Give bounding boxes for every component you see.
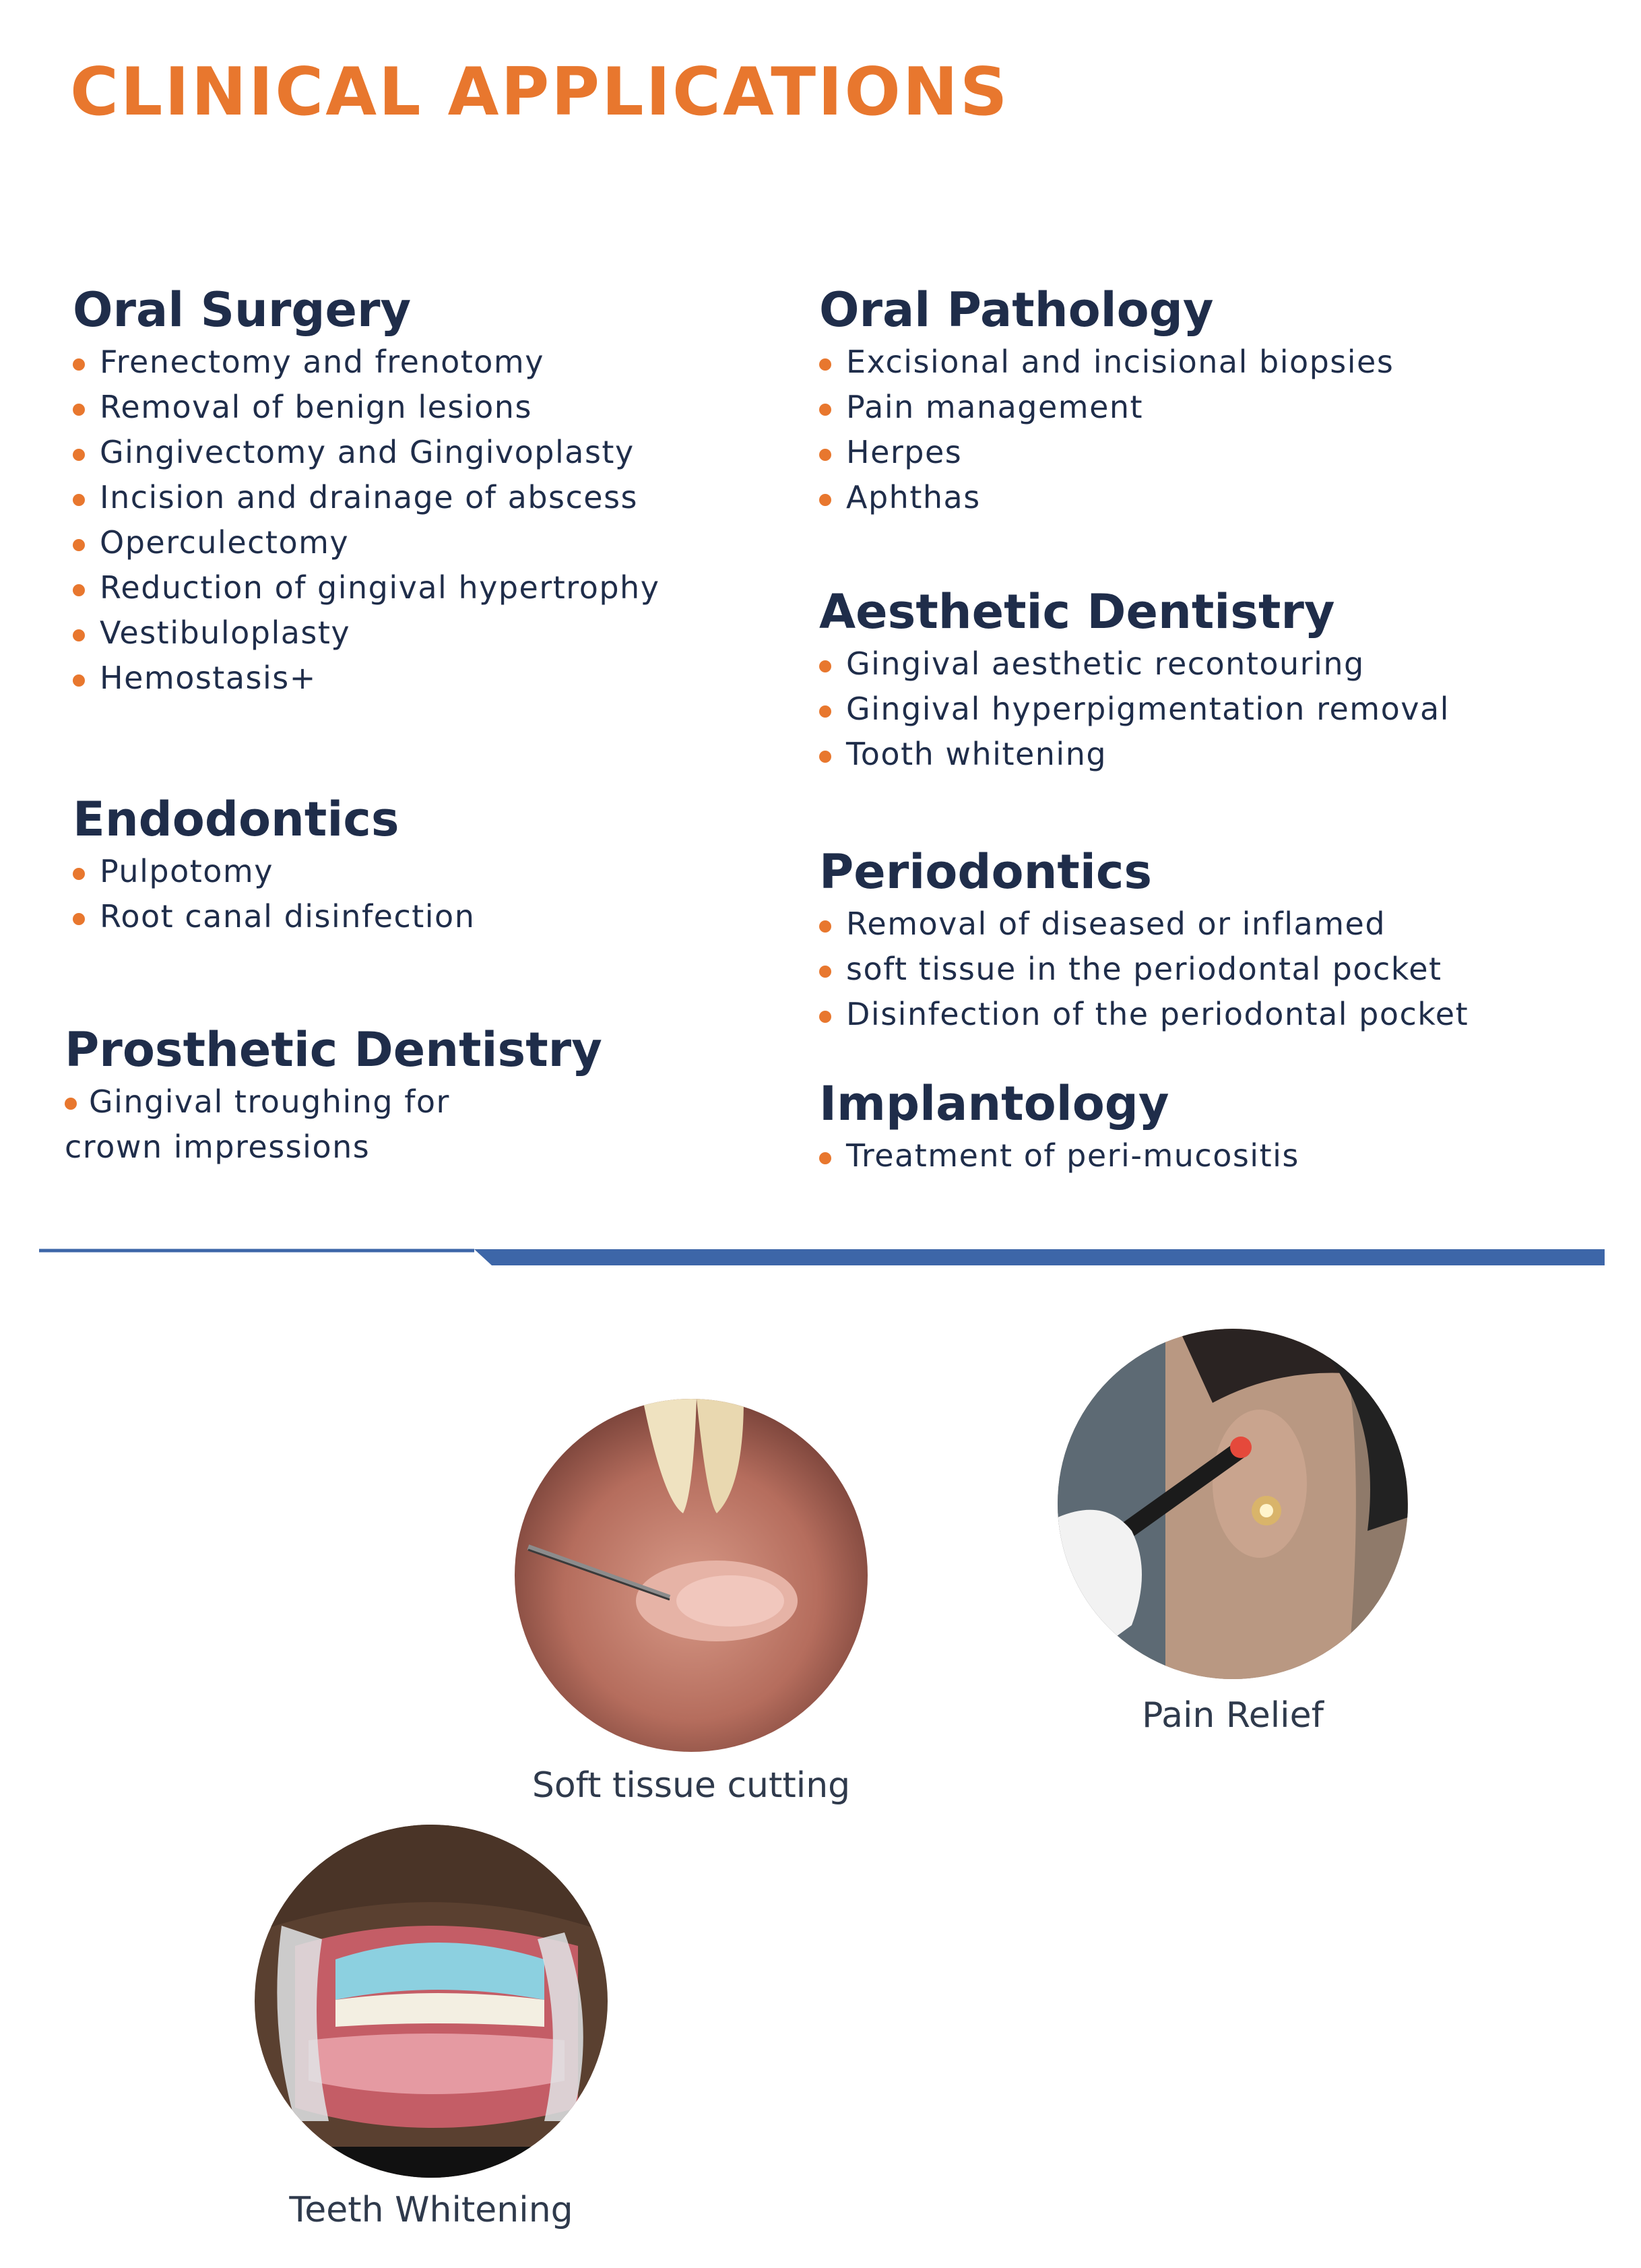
bullet-icon bbox=[819, 751, 831, 763]
list-item: Gingivectomy and Gingivoplasty bbox=[73, 430, 659, 475]
bullet-icon bbox=[73, 404, 85, 416]
list-item: Root canal disinfection bbox=[73, 894, 475, 939]
list-item: soft tissue in the periodontal pocket bbox=[819, 947, 1469, 992]
pain-relief-photo bbox=[1058, 1329, 1408, 1679]
bullet-icon bbox=[73, 674, 85, 687]
list-item: Hemostasis+ bbox=[73, 656, 659, 701]
section-title: Implantology bbox=[819, 1076, 1169, 1131]
section-endodontics bbox=[73, 792, 476, 939]
bullet-icon bbox=[73, 539, 85, 551]
bullet-icon bbox=[65, 1098, 77, 1110]
item-list bbox=[819, 1133, 1299, 1178]
list-item: Operculectomy bbox=[73, 520, 659, 565]
item-list bbox=[73, 849, 475, 939]
list-item: Incision and drainage of abscess bbox=[73, 475, 659, 520]
list-item: Removal of benign lesions bbox=[73, 385, 659, 430]
bullet-icon bbox=[73, 449, 85, 461]
soft-tissue-cutting-photo bbox=[515, 1399, 868, 1752]
list-item: Pain management bbox=[819, 385, 1394, 430]
section-implantology bbox=[819, 1076, 1299, 1178]
photo-caption: Soft tissue cutting bbox=[532, 1765, 851, 1806]
list-item: Tooth whitening bbox=[819, 732, 1450, 777]
bullet-icon bbox=[819, 920, 831, 933]
section-oral-surgery bbox=[73, 282, 660, 701]
section-prosthetic-dentistry bbox=[65, 1022, 602, 1170]
section-title: Endodontics bbox=[73, 792, 399, 847]
bullet-icon bbox=[819, 966, 831, 978]
item-list bbox=[65, 1079, 602, 1170]
item-list bbox=[819, 340, 1394, 520]
list-item: Disinfection of the periodontal pocket bbox=[819, 992, 1469, 1037]
section-title: Oral Pathology bbox=[819, 282, 1214, 338]
list-item: Aphthas bbox=[819, 475, 1394, 520]
list-item: Reduction of gingival hypertrophy bbox=[73, 565, 659, 610]
item-list bbox=[819, 902, 1469, 1037]
section-title: Periodontics bbox=[819, 844, 1153, 900]
bullet-icon bbox=[73, 358, 85, 371]
bullet-icon bbox=[819, 494, 831, 506]
list-item: Pulpotomy bbox=[73, 849, 475, 894]
section-title: Oral Surgery bbox=[73, 282, 412, 338]
list-item: Excisional and incisional biopsies bbox=[819, 340, 1394, 385]
bullet-icon bbox=[819, 449, 831, 461]
photo-caption: Teeth Whitening bbox=[289, 2190, 573, 2230]
section-aesthetic-dentistry bbox=[819, 584, 1450, 777]
bullet-icon bbox=[73, 584, 85, 596]
section-title: Prosthetic Dentistry bbox=[65, 1022, 602, 1077]
bullet-icon bbox=[73, 629, 85, 641]
list-item: Treatment of peri-mucositis bbox=[819, 1133, 1299, 1178]
bullet-icon bbox=[819, 705, 831, 718]
page-title: CLINICAL APPLICATIONS bbox=[70, 54, 1010, 131]
item-list bbox=[73, 340, 659, 701]
bullet-icon bbox=[819, 660, 831, 672]
bullet-icon bbox=[73, 494, 85, 506]
item-list bbox=[819, 641, 1450, 777]
section-periodontics bbox=[819, 844, 1469, 1037]
section-oral-pathology bbox=[819, 282, 1394, 520]
bullet-icon bbox=[819, 358, 831, 371]
list-item: Herpes bbox=[819, 430, 1394, 475]
teeth-whitening-photo bbox=[255, 1825, 608, 2178]
bullet-icon bbox=[73, 868, 85, 880]
list-item: Gingival troughing for crown impressions bbox=[65, 1083, 450, 1165]
list-item: Gingival hyperpigmentation removal bbox=[819, 687, 1450, 732]
bullet-icon bbox=[819, 404, 831, 416]
list-item: Gingival aesthetic recontouring bbox=[819, 641, 1450, 687]
photo-caption: Pain Relief bbox=[1142, 1695, 1324, 1736]
list-item: Frenectomy and frenotomy bbox=[73, 340, 659, 385]
list-item: Removal of diseased or inflamed bbox=[819, 902, 1469, 947]
section-title: Aesthetic Dentistry bbox=[819, 584, 1335, 639]
bullet-icon bbox=[73, 913, 85, 925]
list-item: Vestibuloplasty bbox=[73, 610, 659, 656]
bullet-icon bbox=[819, 1011, 831, 1023]
bullet-icon bbox=[819, 1152, 831, 1164]
